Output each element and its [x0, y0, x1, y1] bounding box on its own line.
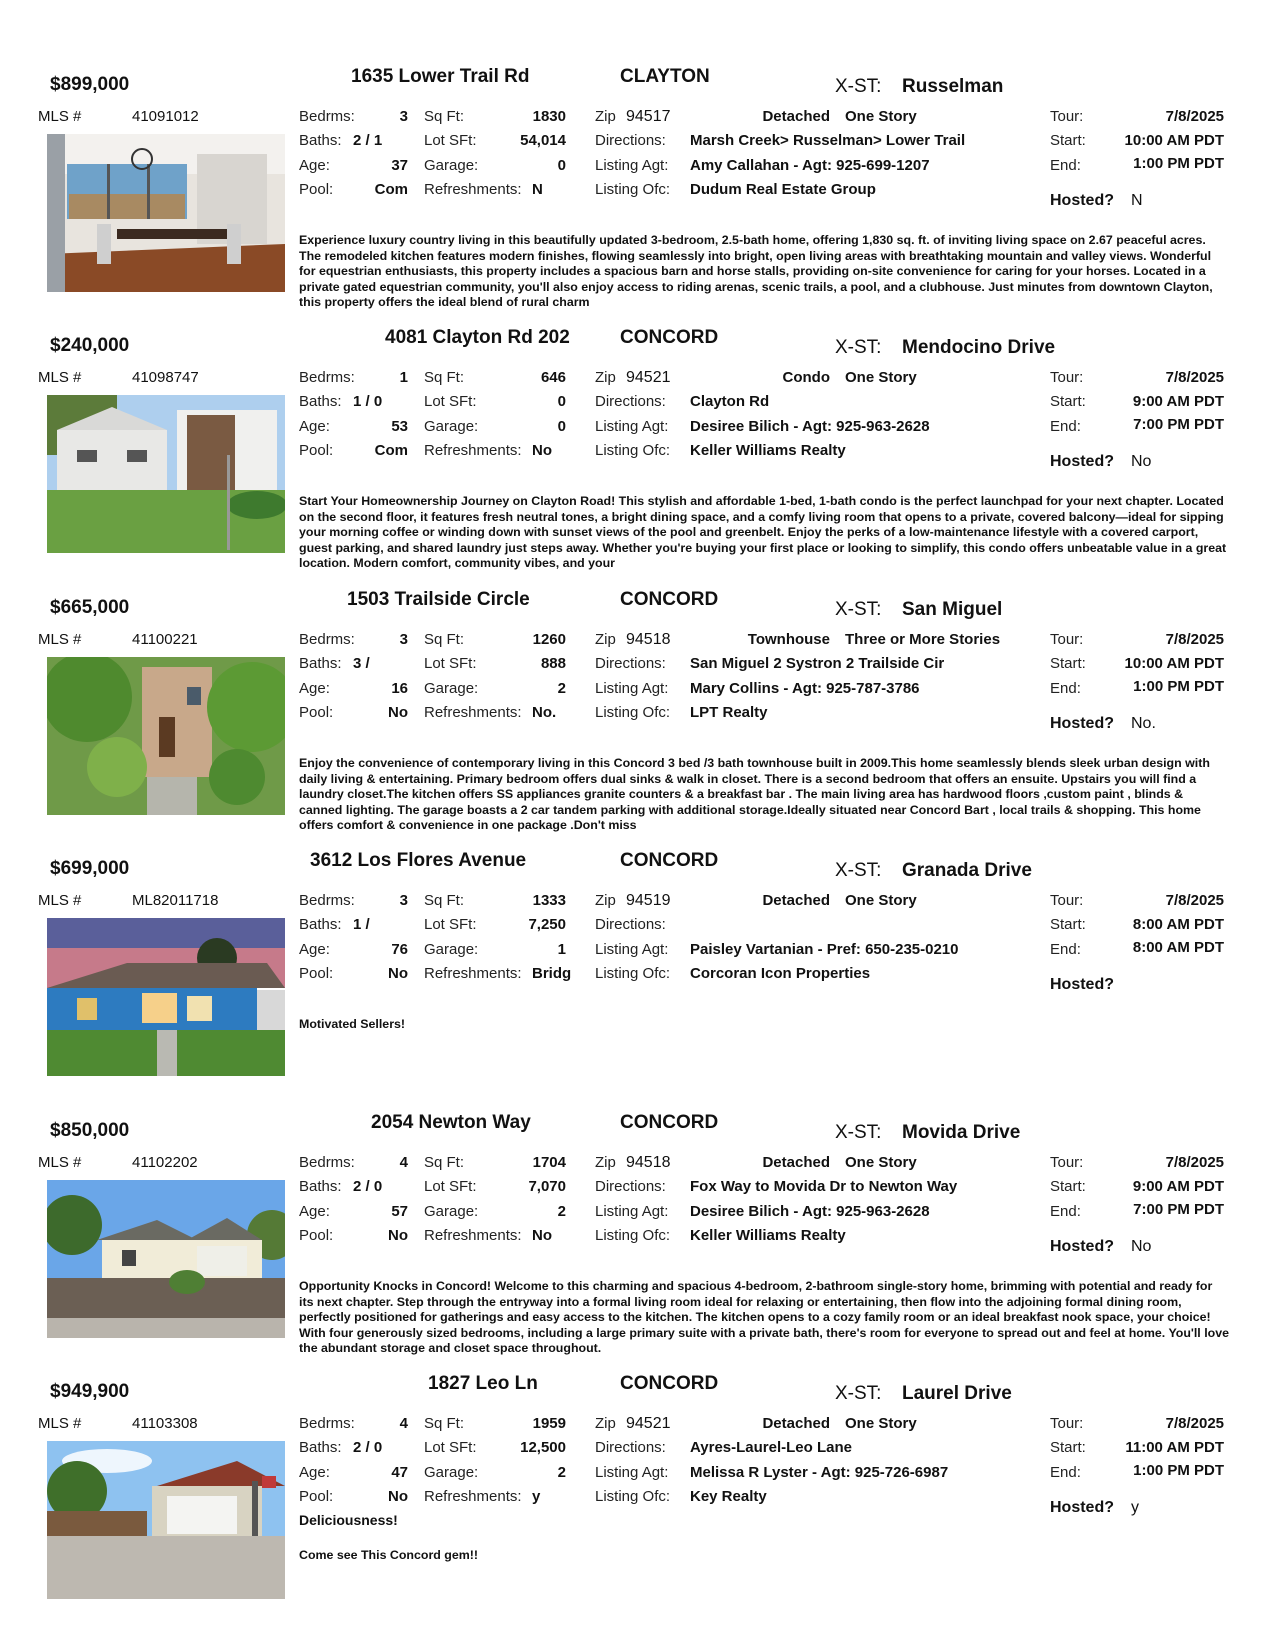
property-stories: One Story [845, 1415, 917, 1432]
lot-value: 7,250 [528, 916, 566, 933]
cross-street-label: X-ST: [835, 860, 882, 881]
listing-address: 4081 Clayton Rd 202 [385, 327, 570, 348]
age-value: 47 [391, 1464, 408, 1481]
property-stories: One Story [845, 108, 917, 125]
hosted-label: Hosted? [1050, 715, 1114, 732]
pool-label: Pool: [299, 181, 334, 198]
bedrooms-label: Bedrms: [299, 1154, 355, 1171]
bedrooms-label: Bedrms: [299, 108, 355, 125]
directions-label: Directions: [595, 1178, 666, 1195]
listing-address: 1503 Trailside Circle [347, 589, 530, 610]
hosted-value: y [1131, 1499, 1139, 1516]
tour-label: Tour: [1050, 892, 1084, 909]
tour-date: 7/8/2025 [1165, 892, 1224, 909]
directions-label: Directions: [595, 655, 666, 672]
garage-label: Garage: [424, 418, 479, 435]
directions-value: Marsh Creek> Russelman> Lower Trail [690, 132, 966, 149]
end-label: End: [1050, 680, 1081, 697]
property-stories: One Story [845, 369, 917, 386]
sqft-label: Sq Ft: [424, 892, 465, 909]
listing-photo [47, 1180, 285, 1338]
age-value: 76 [391, 941, 408, 958]
tour-label: Tour: [1050, 1415, 1084, 1432]
listing-city: CONCORD [620, 850, 719, 871]
zip-label: Zip [595, 1415, 616, 1432]
listing-address: 1635 Lower Trail Rd [351, 66, 530, 87]
listing-card [0, 585, 1275, 845]
listing-city: CONCORD [620, 1373, 719, 1394]
bedrooms-value: 3 [399, 892, 408, 909]
directions-label: Directions: [595, 132, 666, 149]
baths-value: 2 / 0 [353, 1178, 383, 1195]
listing-office-label: Listing Ofc: [595, 1488, 671, 1505]
listing-photo [47, 395, 285, 553]
listing-extra-note: Deliciousness! [299, 1512, 398, 1528]
baths-value: 2 / 1 [353, 132, 383, 149]
zip-label: Zip [595, 108, 616, 125]
garage-value: 0 [557, 157, 566, 174]
mls-label: MLS # [38, 369, 82, 386]
refreshments-value: No [532, 442, 552, 459]
zip-value: 94519 [626, 892, 671, 909]
listing-card [0, 1369, 1275, 1629]
mls-number: 41098747 [132, 369, 199, 386]
hosted-value: N [1131, 192, 1143, 209]
sqft-value: 1959 [532, 1415, 566, 1432]
listing-address: 2054 Newton Way [371, 1112, 531, 1133]
zip-value: 94521 [626, 369, 671, 386]
bedrooms-value: 3 [399, 631, 408, 648]
property-stories: One Story [845, 892, 917, 909]
listing-agent-label: Listing Agt: [595, 157, 669, 174]
age-label: Age: [299, 157, 330, 174]
pool-value: Com [374, 181, 408, 198]
listing-agent-value: Desiree Bilich - Agt: 925-963-2628 [690, 418, 930, 435]
lot-label: Lot SFt: [424, 1178, 477, 1195]
listing-description: Start Your Homeownership Journey on Clayton Road! This stylish and affordable 1-bed, 1-bath condo is the perfect launchpad for your next chapter. Located on the second floor, it features fresh neutral tones, a bright dining space, and a comfy living room that opens to a private, covered balcony—ideal for sipping your morning coffee or winding down with sunset views of the pool and greenbelt. Enjoy the perks of a low-maintenance lifestyle with a covered carport, guest parking, and shared laundry just steps away. Whether you're buying your first place or looking to simplify, this condo offers unbeatable value in a great location. Modern comfort, community vibes, and your [299, 494, 1227, 571]
cross-street-value: Russelman [902, 76, 1004, 97]
listing-city: CLAYTON [620, 66, 710, 87]
listing-price: $665,000 [50, 597, 130, 618]
directions-label: Directions: [595, 916, 666, 933]
cross-street-label: X-ST: [835, 337, 882, 358]
age-label: Age: [299, 941, 330, 958]
refreshments-label: Refreshments: [424, 1488, 522, 1505]
directions-label: Directions: [595, 393, 666, 410]
lot-value: 12,500 [520, 1439, 566, 1456]
listing-agent-value: Amy Callahan - Agt: 925-699-1207 [690, 157, 930, 174]
directions-value: Clayton Rd [690, 393, 770, 410]
directions-value: Ayres-Laurel-Leo Lane [690, 1439, 852, 1456]
listing-address: 3612 Los Flores Avenue [310, 850, 527, 871]
listing-office-label: Listing Ofc: [595, 965, 671, 982]
tour-date: 7/8/2025 [1165, 1154, 1224, 1171]
sqft-label: Sq Ft: [424, 1154, 465, 1171]
bedrooms-label: Bedrms: [299, 1415, 355, 1432]
tour-label: Tour: [1050, 1154, 1084, 1171]
listing-photo [47, 657, 285, 815]
listing-price: $240,000 [50, 335, 130, 356]
zip-label: Zip [595, 1154, 616, 1171]
start-label: Start: [1050, 1178, 1086, 1195]
end-label: End: [1050, 941, 1081, 958]
garage-label: Garage: [424, 1203, 479, 1220]
end-time: 7:00 PM PDT [1133, 1201, 1224, 1218]
lot-value: 7,070 [528, 1178, 566, 1195]
listing-photo [47, 1441, 285, 1599]
cross-street-value: Laurel Drive [902, 1383, 1012, 1404]
sqft-label: Sq Ft: [424, 369, 465, 386]
cross-street-value: Granada Drive [902, 860, 1032, 881]
end-label: End: [1050, 1203, 1081, 1220]
sqft-label: Sq Ft: [424, 631, 465, 648]
garage-label: Garage: [424, 680, 479, 697]
garage-label: Garage: [424, 157, 479, 174]
directions-value: Fox Way to Movida Dr to Newton Way [690, 1178, 958, 1195]
hosted-value: No. [1131, 715, 1156, 732]
property-type: Condo [782, 369, 830, 386]
sqft-value: 646 [540, 369, 566, 386]
start-time: 11:00 AM PDT [1125, 1439, 1224, 1456]
directions-value: San Miguel 2 Systron 2 Trailside Cir [690, 655, 945, 672]
age-value: 53 [391, 418, 408, 435]
bedrooms-label: Bedrms: [299, 631, 355, 648]
pool-label: Pool: [299, 965, 334, 982]
zip-label: Zip [595, 892, 616, 909]
listing-price: $699,000 [50, 858, 130, 879]
zip-value: 94518 [626, 631, 671, 648]
baths-label: Baths: [299, 1439, 342, 1456]
listing-card [0, 323, 1275, 583]
listing-city: CONCORD [620, 327, 719, 348]
end-time: 1:00 PM PDT [1133, 678, 1224, 695]
start-label: Start: [1050, 1439, 1086, 1456]
directions-label: Directions: [595, 1439, 666, 1456]
lot-value: 888 [540, 655, 566, 672]
listing-description: Come see This Concord gem!! [299, 1548, 479, 1562]
age-value: 57 [391, 1203, 408, 1220]
hosted-label: Hosted? [1050, 192, 1114, 209]
mls-label: MLS # [38, 1415, 82, 1432]
listing-office-value: Key Realty [690, 1488, 767, 1505]
cross-street-value: San Miguel [902, 599, 1003, 620]
listing-description: Opportunity Knocks in Concord! Welcome to this charming and spacious 4-bedroom, 2-bathroom single-story home, brimming with potential and ready for its next chapter. Step through the entryway into a formal living room ideal for relaxing or entertaining, then flow into the adjoining formal dining room, perfectly positioned for gatherings and easy access to the kitchen. The kitchen opens to a cozy family room or an ideal breakfast nook space, your choice! With four generously sized bedrooms, including a large primary suite with a private bath, there's room for everyone to spread out and feel at home. You'll love the abundant storage and closet space throughout. [299, 1279, 1229, 1356]
sqft-value: 1333 [532, 892, 566, 909]
start-time: 9:00 AM PDT [1132, 1178, 1224, 1195]
start-label: Start: [1050, 655, 1086, 672]
baths-value: 3 / [353, 655, 370, 672]
garage-value: 0 [557, 418, 566, 435]
garage-label: Garage: [424, 1464, 479, 1481]
listing-office-label: Listing Ofc: [595, 442, 671, 459]
zip-label: Zip [595, 369, 616, 386]
listing-agent-value: Mary Collins - Agt: 925-787-3786 [690, 680, 920, 697]
age-value: 16 [391, 680, 408, 697]
pool-label: Pool: [299, 1227, 334, 1244]
mls-label: MLS # [38, 892, 82, 909]
end-time: 1:00 PM PDT [1133, 155, 1224, 172]
listing-agent-value: Melissa R Lyster - Agt: 925-726-6987 [690, 1464, 949, 1481]
tour-label: Tour: [1050, 108, 1084, 125]
listing-agent-value: Paisley Vartanian - Pref: 650-235-0210 [690, 941, 959, 958]
start-time: 9:00 AM PDT [1132, 393, 1224, 410]
listing-description: Experience luxury country living in this beautifully updated 3-bedroom, 2.5-bath home, offering 1,830 sq. ft. of inviting living space on 2.67 peaceful acres. The remodeled kitchen features modern finishes, flowing seamlessly into bright, open living areas with breathtaking mountain and valley views. Wonderful for equestrian enthusiasts, this property includes a spacious barn and horse stalls, providing on-site convenience for caring for your horses. Located in a private gated equestrian community, you'll also enjoy access to riding arenas, scenic trails, a pool, and a clubhouse. Just minutes from downtown Clayton, this property offers the ideal blend of rural charm [299, 233, 1213, 310]
sqft-value: 1260 [532, 631, 566, 648]
lot-value: 0 [557, 393, 566, 410]
hosted-label: Hosted? [1050, 1238, 1114, 1255]
end-time: 8:00 AM PDT [1132, 939, 1224, 956]
property-type: Detached [762, 108, 830, 125]
cross-street-label: X-ST: [835, 599, 882, 620]
baths-label: Baths: [299, 132, 342, 149]
mls-label: MLS # [38, 1154, 82, 1171]
bedrooms-value: 3 [399, 108, 408, 125]
garage-label: Garage: [424, 941, 479, 958]
property-type: Detached [762, 1415, 830, 1432]
listing-office-value: Keller Williams Realty [690, 442, 846, 459]
hosted-label: Hosted? [1050, 453, 1114, 470]
listing-city: CONCORD [620, 1112, 719, 1133]
garage-value: 2 [557, 1203, 566, 1220]
mls-number: 41103308 [132, 1415, 198, 1432]
listing-card [0, 1108, 1275, 1368]
listing-card [0, 846, 1275, 1106]
lot-label: Lot SFt: [424, 655, 477, 672]
refreshments-label: Refreshments: [424, 965, 522, 982]
pool-value: No [388, 965, 408, 982]
cross-street-value: Mendocino Drive [902, 337, 1056, 358]
tour-date: 7/8/2025 [1165, 631, 1224, 648]
pool-label: Pool: [299, 704, 334, 721]
tour-date: 7/8/2025 [1165, 108, 1224, 125]
pool-value: No [388, 1227, 408, 1244]
listing-office-value: Keller Williams Realty [690, 1227, 846, 1244]
end-label: End: [1050, 157, 1081, 174]
hosted-value: No [1131, 453, 1152, 470]
zip-value: 94517 [626, 108, 671, 125]
zip-value: 94521 [626, 1415, 671, 1432]
mls-number: ML82011718 [132, 892, 219, 909]
end-label: End: [1050, 1464, 1081, 1481]
listing-price: $850,000 [50, 1120, 130, 1141]
refreshments-value: No. [532, 704, 557, 721]
bedrooms-value: 4 [399, 1154, 408, 1171]
listing-photo [47, 918, 285, 1076]
tour-date: 7/8/2025 [1165, 369, 1224, 386]
start-time: 10:00 AM PDT [1124, 655, 1224, 672]
listing-office-value: LPT Realty [690, 704, 768, 721]
age-label: Age: [299, 418, 330, 435]
mls-label: MLS # [38, 631, 82, 648]
pool-label: Pool: [299, 1488, 334, 1505]
baths-label: Baths: [299, 1178, 342, 1195]
lot-label: Lot SFt: [424, 132, 477, 149]
refreshments-label: Refreshments: [424, 704, 522, 721]
listing-agent-value: Desiree Bilich - Agt: 925-963-2628 [690, 1203, 930, 1220]
hosted-label: Hosted? [1050, 976, 1114, 993]
hosted-value: No [1131, 1238, 1152, 1255]
pool-value: No [388, 1488, 408, 1505]
hosted-label: Hosted? [1050, 1499, 1114, 1516]
tour-date: 7/8/2025 [1165, 1415, 1224, 1432]
baths-value: 2 / 0 [353, 1439, 383, 1456]
listing-agent-label: Listing Agt: [595, 1464, 669, 1481]
baths-value: 1 / [353, 916, 370, 933]
listing-agent-label: Listing Agt: [595, 418, 669, 435]
listing-price: $949,900 [50, 1381, 130, 1402]
property-stories: Three or More Stories [845, 631, 1001, 648]
refreshments-value: No [532, 1227, 552, 1244]
listing-card [0, 62, 1275, 322]
end-time: 7:00 PM PDT [1133, 416, 1224, 433]
start-time: 8:00 AM PDT [1132, 916, 1224, 933]
listing-office-value: Dudum Real Estate Group [690, 181, 876, 198]
tour-label: Tour: [1050, 631, 1084, 648]
baths-value: 1 / 0 [353, 393, 383, 410]
age-label: Age: [299, 680, 330, 697]
garage-value: 2 [557, 680, 566, 697]
cross-street-label: X-ST: [835, 76, 882, 97]
mls-label: MLS # [38, 108, 82, 125]
age-value: 37 [391, 157, 408, 174]
listing-office-value: Corcoran Icon Properties [690, 965, 871, 982]
refreshments-label: Refreshments: [424, 181, 522, 198]
cross-street-label: X-ST: [835, 1122, 882, 1143]
start-label: Start: [1050, 132, 1086, 149]
zip-value: 94518 [626, 1154, 671, 1171]
refreshments-value: N [532, 181, 543, 198]
lot-label: Lot SFt: [424, 916, 477, 933]
sqft-value: 1704 [532, 1154, 566, 1171]
refreshments-value: Bridg [532, 965, 572, 982]
mls-number: 41100221 [132, 631, 198, 648]
age-label: Age: [299, 1464, 330, 1481]
age-label: Age: [299, 1203, 330, 1220]
property-type: Detached [762, 892, 830, 909]
start-label: Start: [1050, 393, 1086, 410]
property-stories: One Story [845, 1154, 917, 1171]
property-type: Detached [762, 1154, 830, 1171]
garage-value: 1 [557, 941, 566, 958]
sqft-value: 1830 [532, 108, 566, 125]
listing-agent-label: Listing Agt: [595, 1203, 669, 1220]
lot-label: Lot SFt: [424, 1439, 477, 1456]
bedrooms-label: Bedrms: [299, 369, 355, 386]
listing-city: CONCORD [620, 589, 719, 610]
bedrooms-value: 4 [399, 1415, 408, 1432]
mls-number: 41102202 [132, 1154, 198, 1171]
bedrooms-label: Bedrms: [299, 892, 355, 909]
start-time: 10:00 AM PDT [1124, 132, 1224, 149]
refreshments-label: Refreshments: [424, 1227, 522, 1244]
listing-agent-label: Listing Agt: [595, 680, 669, 697]
start-label: Start: [1050, 916, 1086, 933]
baths-label: Baths: [299, 655, 342, 672]
listing-price: $899,000 [50, 74, 130, 95]
pool-value: No [388, 704, 408, 721]
listing-agent-label: Listing Agt: [595, 941, 669, 958]
lot-value: 54,014 [520, 132, 566, 149]
tour-label: Tour: [1050, 369, 1084, 386]
end-time: 1:00 PM PDT [1133, 1462, 1224, 1479]
cross-street-value: Movida Drive [902, 1122, 1021, 1143]
sqft-label: Sq Ft: [424, 108, 465, 125]
zip-label: Zip [595, 631, 616, 648]
property-type: Townhouse [747, 631, 830, 648]
sqft-label: Sq Ft: [424, 1415, 465, 1432]
mls-number: 41091012 [132, 108, 199, 125]
listing-office-label: Listing Ofc: [595, 1227, 671, 1244]
lot-label: Lot SFt: [424, 393, 477, 410]
listing-description: Motivated Sellers! [299, 1017, 406, 1031]
listing-photo [47, 134, 285, 292]
listing-description: Enjoy the convenience of contemporary living in this Concord 3 bed /3 bath townhouse built in 2009.This home seamlessly blends sleek urban design with daily living & entertaining. Primary bedroom offers dual sinks & walk in closet. There is a second bedroom that offers an ensuite. Upstairs you will find a laundry closet.The kitchen offers SS appliances granite counters & a breakfast bar . The main living area has hardwood floors ,custom paint , blinds & canned lighting. The garage boasts a 2 car tandem parking with additional storage.Ideally situated near Concord Bart , local trails & shopping. This home offers comfort & convenience in one package .Don't miss [299, 756, 1210, 833]
baths-label: Baths: [299, 393, 342, 410]
garage-value: 2 [557, 1464, 566, 1481]
refreshments-label: Refreshments: [424, 442, 522, 459]
end-label: End: [1050, 418, 1081, 435]
pool-label: Pool: [299, 442, 334, 459]
listing-office-label: Listing Ofc: [595, 704, 671, 721]
baths-label: Baths: [299, 916, 342, 933]
bedrooms-value: 1 [399, 369, 408, 386]
refreshments-value: y [532, 1488, 541, 1505]
listing-office-label: Listing Ofc: [595, 181, 671, 198]
cross-street-label: X-ST: [835, 1383, 882, 1404]
listing-address: 1827 Leo Ln [428, 1373, 538, 1394]
pool-value: Com [374, 442, 408, 459]
